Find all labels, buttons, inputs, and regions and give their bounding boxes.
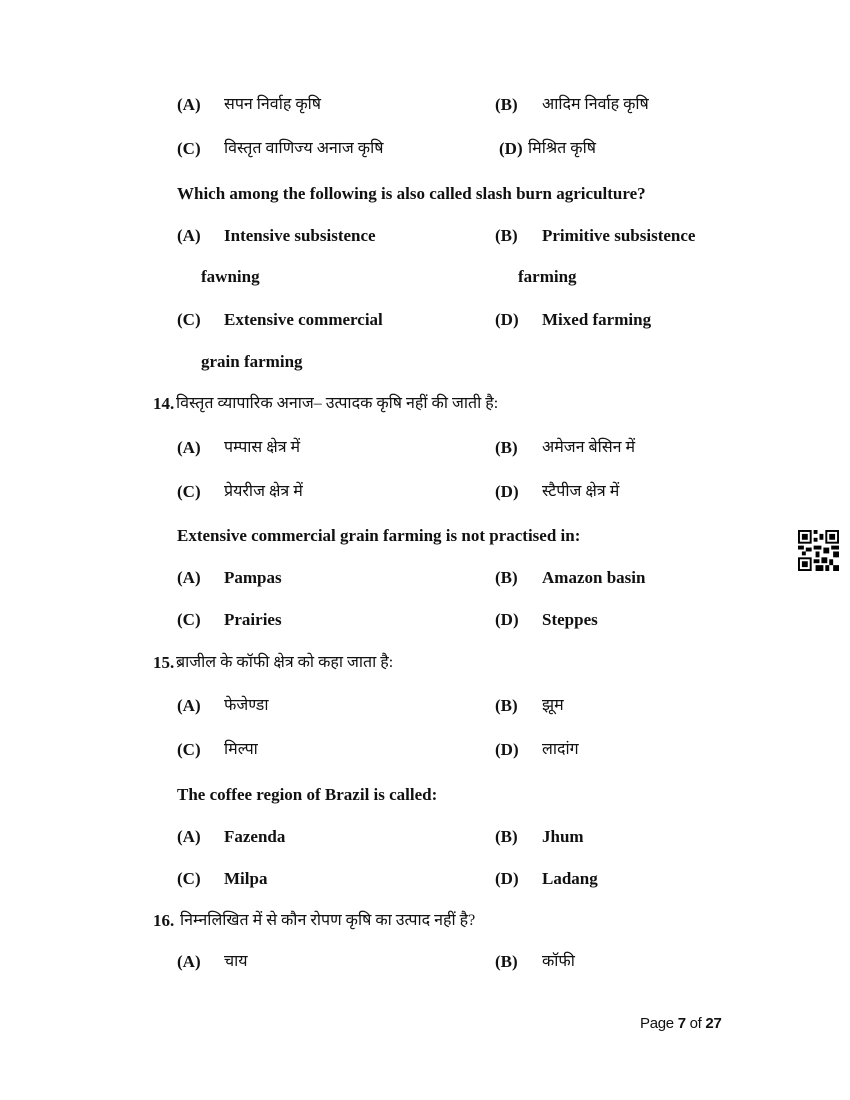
option-text: मिश्रित कृषि xyxy=(528,140,596,157)
option-text: अमेजन बेसिन में xyxy=(542,439,636,456)
option-text: Steppes xyxy=(542,610,598,629)
option-label: (B) xyxy=(495,952,518,971)
option-text: Prairies xyxy=(224,610,282,629)
question-text: The coffee region of Brazil is called: xyxy=(177,785,438,804)
option-text: Extensive commercial xyxy=(224,310,383,329)
option-label: (D) xyxy=(495,310,519,329)
option-text: Jhum xyxy=(542,827,584,846)
option-label: (C) xyxy=(177,740,201,759)
option-text: आदिम निर्वाह कृषि xyxy=(542,96,649,113)
option-label: (B) xyxy=(495,226,518,245)
option-label: (B) xyxy=(495,95,518,114)
option-label: (C) xyxy=(177,310,201,329)
option-text: Pampas xyxy=(224,568,282,587)
option-label: (C) xyxy=(177,482,201,501)
option-label: (A) xyxy=(177,827,201,846)
option-text: Mixed farming xyxy=(542,310,652,329)
qr-code-icon xyxy=(798,530,839,571)
option-label: (B) xyxy=(495,696,518,715)
option-text: चाय xyxy=(224,953,248,970)
option-text: मिल्पा xyxy=(224,741,258,758)
option-text: Fazenda xyxy=(224,827,286,846)
option-label: (D) xyxy=(495,869,519,888)
question-text: निम्नलिखित में से कौन रोपण कृषि का उत्पाद नहीं है? xyxy=(180,912,476,929)
option-text: फेजेण्डा xyxy=(224,697,269,714)
option-label: (A) xyxy=(177,696,201,715)
option-label: (A) xyxy=(177,95,201,114)
option-text: Amazon basin xyxy=(542,568,646,587)
option-text: Milpa xyxy=(224,869,268,888)
question-text: ब्राजील के कॉफी क्षेत्र को कहा जाता है: xyxy=(176,654,394,671)
option-text-cont: grain farming xyxy=(201,352,303,371)
option-text: कॉफी xyxy=(542,953,575,970)
page-number xyxy=(640,1015,722,1032)
option-label: (B) xyxy=(495,568,518,587)
option-label: (B) xyxy=(495,827,518,846)
option-text-cont: farming xyxy=(518,267,577,286)
option-label: (A) xyxy=(177,226,201,245)
option-text: प्रेयरीज क्षेत्र में xyxy=(224,483,303,500)
option-text: Intensive subsistence xyxy=(224,226,376,245)
page-of: of xyxy=(685,1015,706,1032)
option-label: (C) xyxy=(177,869,201,888)
option-text-cont: fawning xyxy=(201,267,260,286)
option-label: (A) xyxy=(177,438,201,457)
option-label: (C) xyxy=(177,139,201,158)
page-total: 27 xyxy=(705,1015,722,1032)
option-text: झूम xyxy=(542,697,564,714)
question-text: Extensive commercial grain farming is not practised in: xyxy=(177,526,581,545)
option-text: स्टैपीज क्षेत्र में xyxy=(542,483,620,500)
option-text: विस्तृत वाणिज्य अनाज कृषि xyxy=(224,140,384,157)
option-label: (D) xyxy=(495,740,519,759)
option-text: पम्पास क्षेत्र में xyxy=(224,439,301,456)
question-number: 15. xyxy=(153,653,175,672)
option-text: लादांग xyxy=(542,741,579,758)
question-text: विस्तृत व्यापारिक अनाज– उत्पादक कृषि नहीं की जाती है: xyxy=(176,395,499,412)
option-label: (D) xyxy=(495,610,519,629)
option-label: (D) xyxy=(495,482,519,501)
option-label: (C) xyxy=(177,610,201,629)
option-label: (D) xyxy=(499,139,523,158)
question-number: 16. xyxy=(153,911,175,930)
page-prefix: Page xyxy=(640,1015,678,1032)
option-text: Ladang xyxy=(542,869,598,888)
option-label: (A) xyxy=(177,568,201,587)
question-number: 14. xyxy=(153,394,175,413)
option-label: (B) xyxy=(495,438,518,457)
option-text: सपन निर्वाह कृषि xyxy=(224,96,322,113)
question-text: Which among the following is also called slash burn agriculture? xyxy=(177,184,646,203)
page-current: 7 xyxy=(677,1015,686,1032)
option-label: (A) xyxy=(177,952,201,971)
option-text: Primitive subsistence xyxy=(542,226,696,245)
